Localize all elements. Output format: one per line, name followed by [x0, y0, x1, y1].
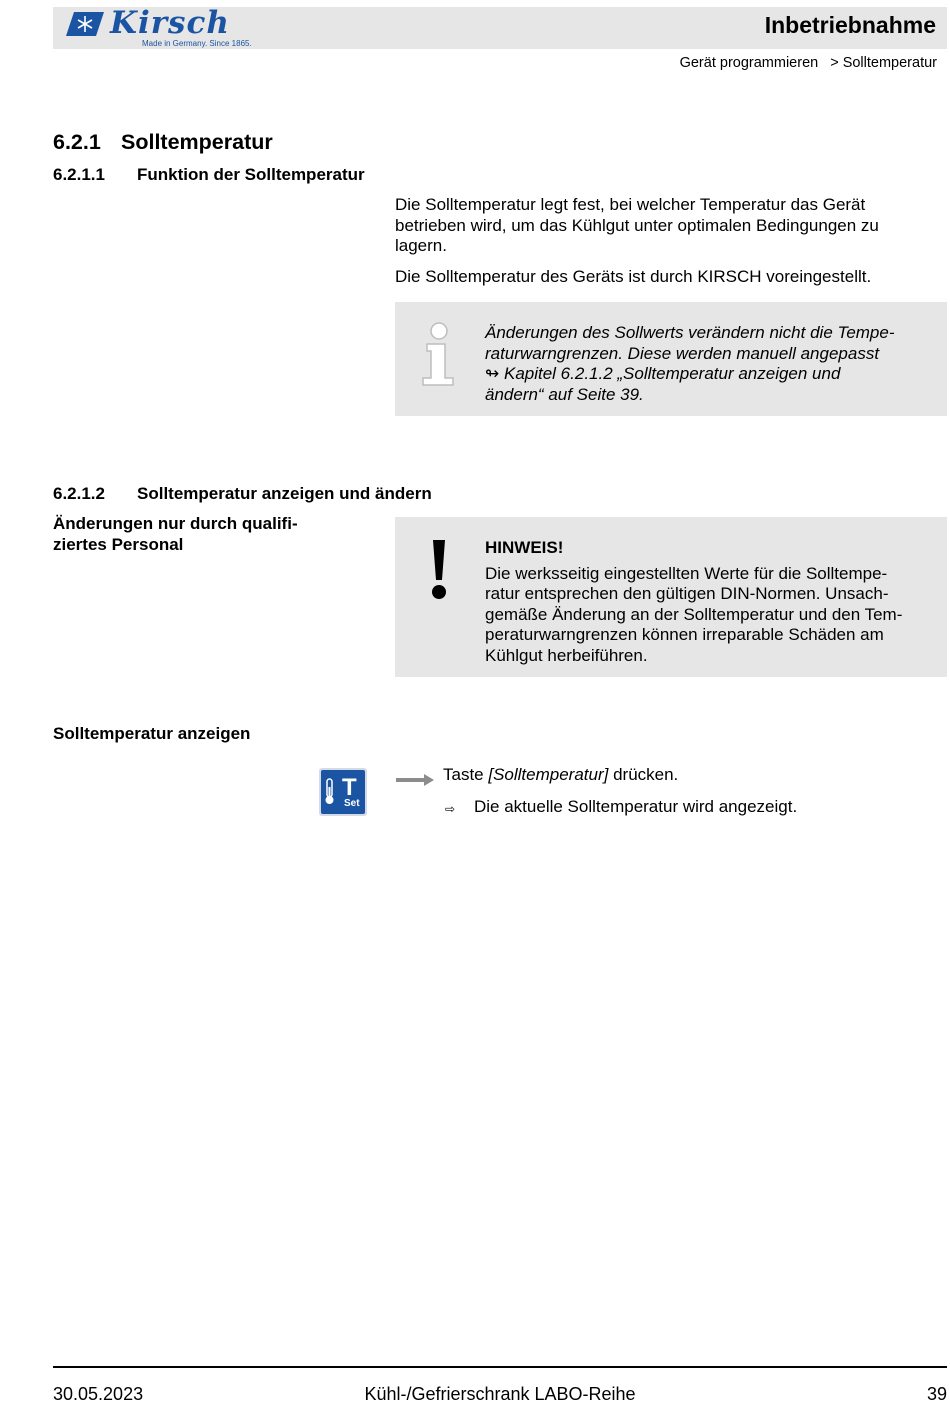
subsection-title: Solltemperatur anzeigen und ändern	[137, 484, 432, 503]
logo-tagline: Made in Germany. Since 1865.	[142, 39, 252, 48]
breadcrumb	[680, 55, 937, 71]
breadcrumb-item: > Solltemperatur	[830, 55, 937, 71]
key-reference: [Solltemperatur]	[488, 765, 609, 784]
side-label-line: Änderungen nur durch qualifi-	[53, 514, 298, 533]
result-arrow-icon: ⇨	[445, 802, 456, 816]
subsection-number: 6.2.1.1	[53, 165, 105, 184]
set-button-letter: T	[342, 774, 357, 801]
note-line: raturwarngrenzen. Diese werden manuell angepasst	[485, 343, 880, 363]
notice-line: Die werksseitig eingestellten Werte für die Solltempe-	[485, 563, 888, 583]
notice-line: peraturwarngrenzen können irreparable Schäden am	[485, 625, 884, 644]
exclamation-icon	[431, 540, 447, 600]
paragraph-line: betrieben wird, um das Kühlgut unter optimalen Bedingungen zu	[395, 215, 879, 235]
note-line: ändern“ auf Seite 39.	[485, 384, 644, 404]
side-label	[53, 513, 353, 555]
subsection-number: 6.2.1.2	[53, 484, 105, 503]
paragraph-line: Die Solltemperatur legt fest, bei welcher Temperatur das Gerät	[395, 195, 866, 214]
subsection-title: Funktion der Solltemperatur	[137, 165, 365, 184]
section-heading	[53, 130, 273, 155]
info-icon	[421, 322, 457, 388]
setpoint-temperature-button[interactable]	[318, 767, 368, 817]
footer-divider	[53, 1366, 947, 1368]
note-line: Änderungen des Sollwerts verändern nicht die Tempe-	[485, 323, 895, 342]
procedure-label: Solltemperatur anzeigen	[53, 724, 251, 743]
paragraph-line: lagern.	[395, 236, 447, 255]
page-number: 39	[926, 1384, 947, 1404]
notice-text	[485, 538, 940, 666]
section-title: Solltemperatur	[121, 130, 273, 154]
notice-line: ratur entsprechen den gültigen DIN-Normen. Unsach-	[485, 584, 889, 603]
set-button-sublabel: Set	[344, 798, 360, 809]
link-arrow-icon: ↬	[485, 364, 500, 383]
footer-title: Kühl-/Gefrierschrank LABO-Reihe	[364, 1384, 636, 1404]
notice-box	[395, 517, 947, 677]
footer-date: 30.05.2023	[53, 1384, 144, 1404]
side-label-line: ziertes Personal	[53, 535, 184, 554]
paragraph	[395, 195, 940, 257]
notice-heading: HINWEIS!	[485, 538, 564, 557]
breadcrumb-item: Gerät programmieren	[679, 55, 819, 71]
note-line: Kapitel 6.2.1.2 „Solltemperatur anzeigen und	[503, 364, 841, 383]
logo-wordmark: Kirsch	[110, 5, 230, 41]
paragraph: Die Solltemperatur des Geräts ist durch KIRSCH voreingestellt.	[395, 267, 872, 286]
notice-line: gemäße Änderung an der Solltemperatur und den Tem-	[485, 604, 903, 624]
notice-line: Kühlgut herbeiführen.	[485, 645, 648, 665]
kirsch-logo	[62, 7, 252, 49]
step-result: Die aktuelle Solltemperatur wird angezeigt.	[474, 797, 798, 816]
step-arrow-icon	[396, 773, 434, 787]
step-text: drücken.	[608, 765, 679, 784]
subsection-heading	[53, 484, 432, 504]
step-text: Taste	[443, 765, 489, 784]
info-note-text	[485, 323, 940, 405]
section-number: 6.2.1	[53, 130, 101, 154]
cross-reference-link[interactable]	[485, 364, 940, 385]
snowflake-logo-icon	[64, 10, 104, 38]
info-note	[395, 302, 947, 416]
procedure-step	[443, 765, 678, 785]
chapter-title: Inbetriebnahme	[764, 12, 936, 38]
subsection-heading	[53, 165, 365, 185]
